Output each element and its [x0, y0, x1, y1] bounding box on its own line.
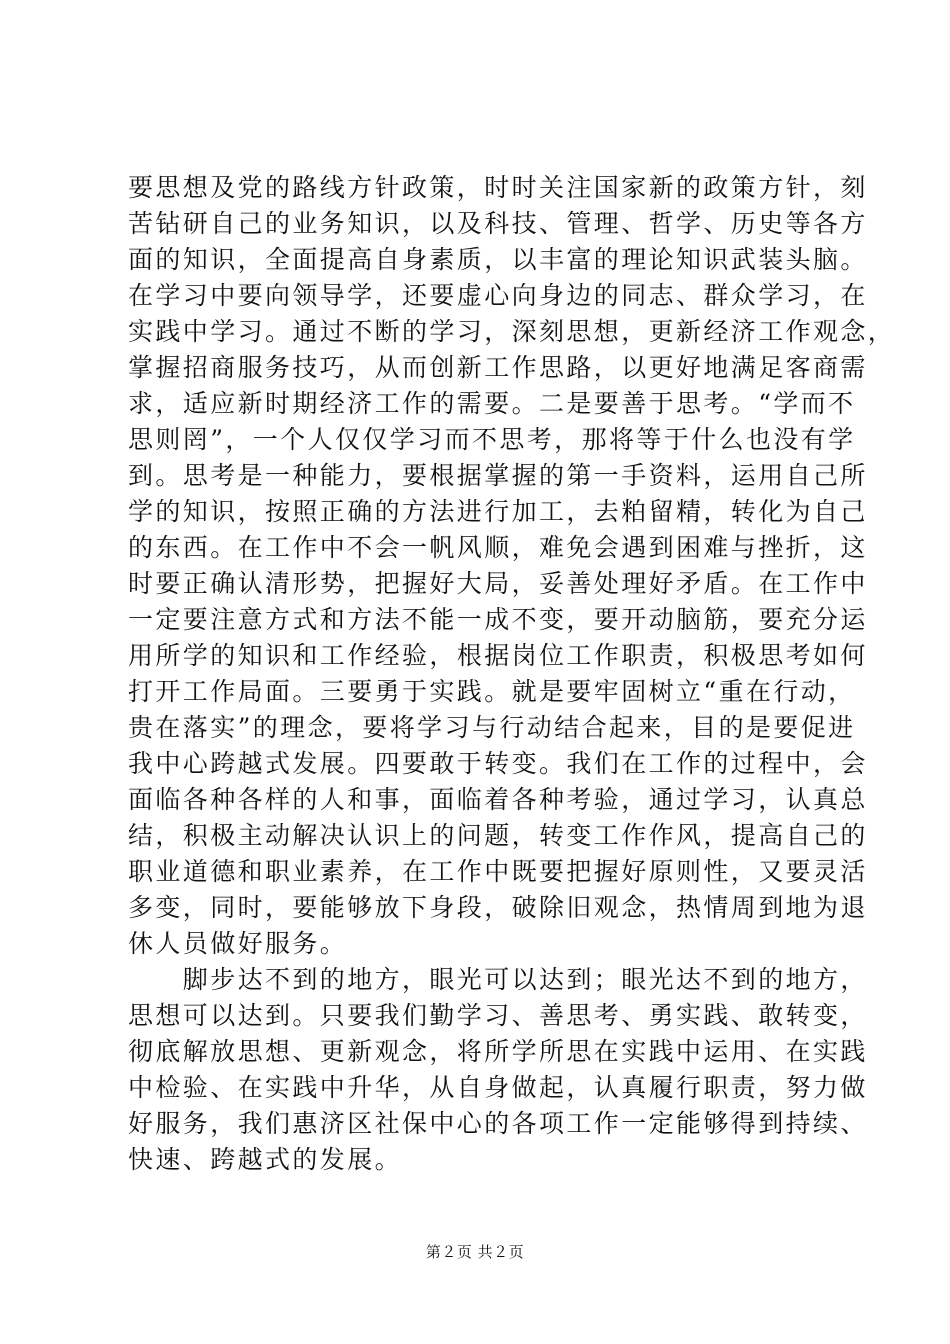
text-line: 打开工作局面。三要勇于实践。就是要牢固树立“重在行动， — [128, 677, 856, 706]
text-line: 掌握招商服务技巧，从而创新工作思路，以更好地满足客商需 — [128, 353, 868, 382]
text-line: 休人员做好服务。 — [128, 929, 348, 958]
text-line: 面临各种各样的人和事，面临着各种考验，通过学习，认真总 — [128, 785, 868, 814]
text-line: 在学习中要向领导学，还要虚心向身边的同志、群众学习，在 — [128, 281, 868, 310]
text-line: 要思想及党的路线方针政策，时时关注国家新的政策方针，刻 — [128, 173, 868, 202]
text-line: 时要正确认清形势，把握好大局，妥善处理好矛盾。在工作中 — [128, 569, 868, 598]
text-line: 快速、跨越式的发展。 — [128, 1145, 403, 1174]
text-line: 多变，同时，要能够放下身段，破除旧观念，热情周到地为退 — [128, 893, 868, 922]
text-line: 中检验、在实践中升华，从自身做起，认真履行职责，努力做 — [128, 1073, 868, 1102]
text-line: 学的知识，按照正确的方法进行加工，去粕留精，转化为自己 — [128, 497, 868, 526]
page-number-footer: 第２页 共２页 — [425, 1243, 525, 1261]
text-line: 的东西。在工作中不会一帆风顺，难免会遇到困难与挫折，这 — [128, 533, 868, 562]
text-line: 实践中学习。通过不断的学习，深刻思想，更新经济工作观念， — [128, 317, 896, 346]
text-line: 思想可以达到。只要我们勤学习、善思考、勇实践、敢转变， — [128, 1001, 868, 1030]
text-line: 好服务，我们惠济区社保中心的各项工作一定能够得到持续、 — [128, 1109, 868, 1138]
text-line: 到。思考是一种能力，要根据掌握的第一手资料，运用自己所 — [128, 461, 868, 490]
document-body — [128, 170, 896, 1178]
text-line: 职业道德和职业素养，在工作中既要把握好原则性，又要灵活 — [128, 857, 868, 886]
text-line: 脚步达不到的地方，眼光可以达到；眼光达不到的地方， — [128, 965, 868, 994]
text-line: 求，适应新时期经济工作的需要。二是要善于思考。“学而不 — [128, 389, 856, 418]
text-line: 一定要注意方式和方法不能一成不变，要开动脑筋，要充分运 — [128, 605, 868, 634]
text-line: 思则罔”，一个人仅仅学习而不思考，那将等于什么也没有学 — [128, 425, 856, 454]
text-line: 结，积极主动解决认识上的问题，转变工作作风，提高自己的 — [128, 821, 868, 850]
text-line: 苦钻研自己的业务知识，以及科技、管理、哲学、历史等各方 — [128, 209, 868, 238]
text-line: 贵在落实”的理念，要将学习与行动结合起来，目的是要促进 — [128, 713, 856, 742]
text-line: 面的知识，全面提高自身素质，以丰富的理论知识武装头脑。 — [128, 245, 868, 274]
text-line: 彻底解放思想、更新观念，将所学所思在实践中运用、在实践 — [128, 1037, 868, 1066]
text-line: 我中心跨越式发展。四要敢于转变。我们在工作的过程中，会 — [128, 749, 868, 778]
text-line: 用所学的知识和工作经验，根据岗位工作职责，积极思考如何 — [128, 641, 868, 670]
